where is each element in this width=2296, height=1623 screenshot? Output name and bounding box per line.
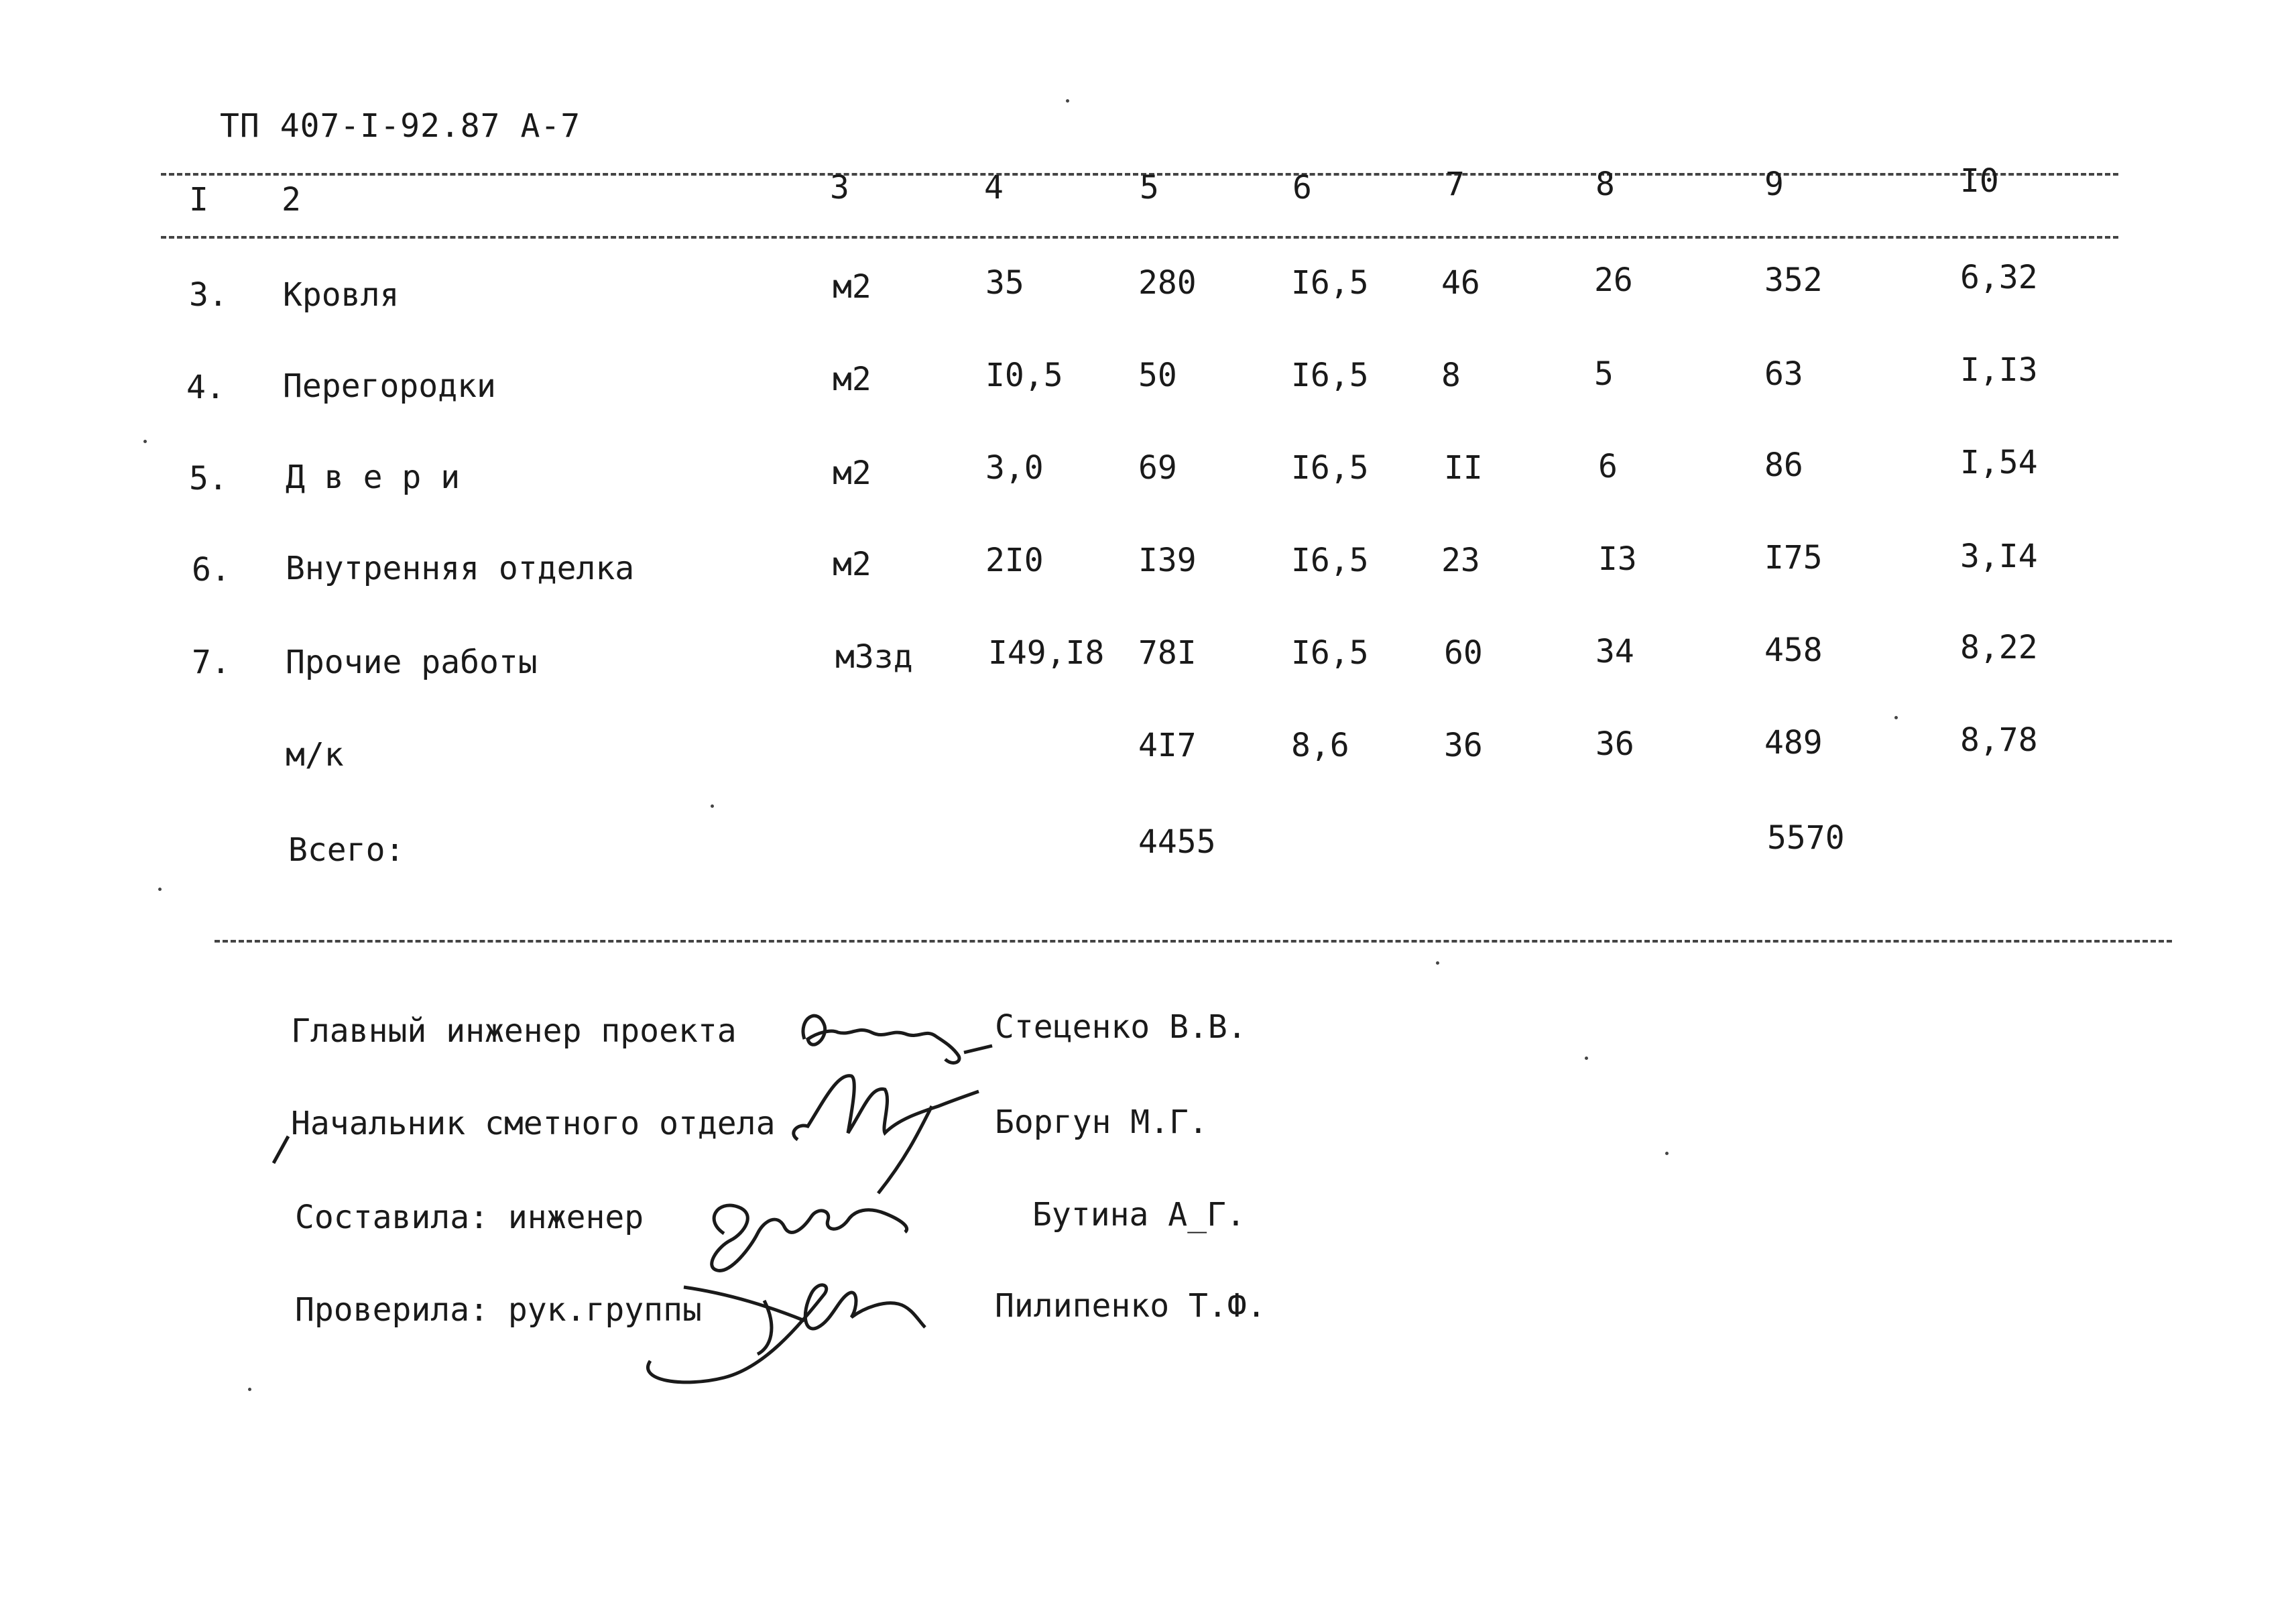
row-col-9: 489 (1764, 724, 1823, 762)
header-col-5: 5 (1140, 169, 1159, 206)
row-col-8: I3 (1598, 540, 1637, 578)
row-item: Всего: (288, 831, 405, 869)
row-item: м/к (286, 736, 344, 774)
row-col-9: 86 (1764, 446, 1803, 484)
row-number: 4. (186, 369, 225, 406)
table-header-rule (161, 236, 2118, 239)
header-col-9: 9 (1764, 166, 1784, 203)
signature-role: Главный инженер проекта (291, 1012, 737, 1050)
signatory-name: Бутина А_Г. (1032, 1196, 1246, 1234)
row-item: Внутренняя отделка (286, 550, 635, 587)
header-col-3: 3 (830, 169, 849, 206)
signature-chief-engineer (791, 992, 1006, 1086)
table-bottom-rule (215, 940, 2172, 943)
row-unit: м2 (833, 455, 871, 492)
signature-estimate-head (784, 1059, 999, 1200)
header-col-7: 7 (1445, 166, 1465, 203)
signature-role: Составила: инженер (295, 1199, 644, 1236)
row-col-5: 69 (1138, 449, 1177, 487)
row-col-7: 46 (1441, 264, 1480, 302)
row-col-6: I6,5 (1291, 449, 1369, 487)
row-col-6: I6,5 (1291, 542, 1369, 579)
row-col-8: 26 (1594, 261, 1633, 299)
row-col-7: 8 (1441, 357, 1461, 394)
signature-role: Проверила: рук.группы (295, 1291, 702, 1329)
signatory-name: Боргун М.Г. (995, 1103, 1208, 1141)
signature-role: Начальник сметного отдела (291, 1105, 776, 1142)
row-item: Д в е р и (286, 459, 461, 496)
signatory-name: Пилипенко Т.Ф. (995, 1287, 1266, 1325)
row-col-4: I0,5 (985, 357, 1063, 394)
row-col-8: 5 (1594, 355, 1614, 393)
row-number: 3. (189, 276, 228, 314)
row-col-10: I,54 (1960, 444, 2038, 481)
scan-speck (1894, 716, 1898, 719)
row-col-5: 78I (1138, 634, 1197, 672)
header-col-10: I0 (1960, 162, 1999, 200)
header-col-2: 2 (282, 181, 301, 219)
signature-compiler (684, 1180, 925, 1280)
row-col-5: 4455 (1138, 823, 1216, 861)
signatory-name: Стеценко В.В. (995, 1008, 1247, 1046)
row-col-6: 8,6 (1291, 727, 1349, 764)
row-unit: м2 (833, 268, 871, 306)
row-item: Кровля (283, 276, 400, 314)
row-number: 5. (189, 460, 228, 497)
row-col-10: I,I3 (1960, 351, 2038, 389)
row-col-6: I6,5 (1291, 634, 1369, 672)
row-col-7: II (1444, 449, 1483, 487)
row-col-4: I49,I8 (988, 634, 1105, 672)
row-col-7: 60 (1444, 634, 1483, 672)
row-col-8: 6 (1598, 448, 1618, 485)
row-col-9: 63 (1764, 355, 1803, 393)
row-unit: м2 (833, 546, 871, 583)
row-number: 6. (192, 551, 231, 589)
row-col-5: 50 (1138, 357, 1177, 394)
row-col-5: 280 (1138, 264, 1197, 302)
header-col-6: 6 (1292, 169, 1312, 206)
row-unit: м3зд (835, 638, 913, 676)
row-col-4: 35 (985, 264, 1024, 302)
row-col-9: 352 (1764, 261, 1823, 299)
row-col-4: 3,0 (985, 449, 1044, 487)
row-col-9: 5570 (1767, 819, 1845, 857)
scan-speck (1066, 99, 1069, 103)
scan-speck (158, 888, 162, 891)
row-unit: м2 (833, 361, 871, 398)
row-col-7: 36 (1444, 727, 1483, 764)
row-col-10: 8,22 (1960, 629, 2038, 666)
row-col-4: 2I0 (985, 542, 1044, 579)
row-col-10: 6,32 (1960, 259, 2038, 296)
row-col-9: I75 (1764, 539, 1823, 577)
row-item: Прочие работы (286, 644, 538, 681)
scan-speck (1585, 1057, 1588, 1060)
row-item: Перегородки (283, 367, 496, 405)
scan-speck (711, 804, 714, 808)
scan-speck (1665, 1152, 1669, 1155)
row-col-10: 3,I4 (1960, 538, 2038, 575)
header-col-4: 4 (984, 169, 1004, 206)
document-code: ТП 407-I-92.87 А-7 (220, 107, 581, 145)
row-col-5: 4I7 (1138, 727, 1197, 764)
row-col-8: 34 (1595, 633, 1634, 670)
row-col-5: I39 (1138, 542, 1197, 579)
header-col-1: I (189, 181, 208, 219)
row-col-6: I6,5 (1291, 357, 1369, 394)
row-col-9: 458 (1764, 632, 1823, 669)
row-col-10: 8,78 (1960, 721, 2038, 759)
row-number: 7. (192, 644, 231, 681)
header-col-8: 8 (1595, 166, 1615, 203)
row-col-7: 23 (1441, 542, 1480, 579)
scan-speck (1436, 961, 1439, 965)
row-col-6: I6,5 (1291, 264, 1369, 302)
scan-speck (143, 440, 147, 443)
scan-speck (248, 1388, 251, 1391)
row-col-8: 36 (1595, 725, 1634, 763)
